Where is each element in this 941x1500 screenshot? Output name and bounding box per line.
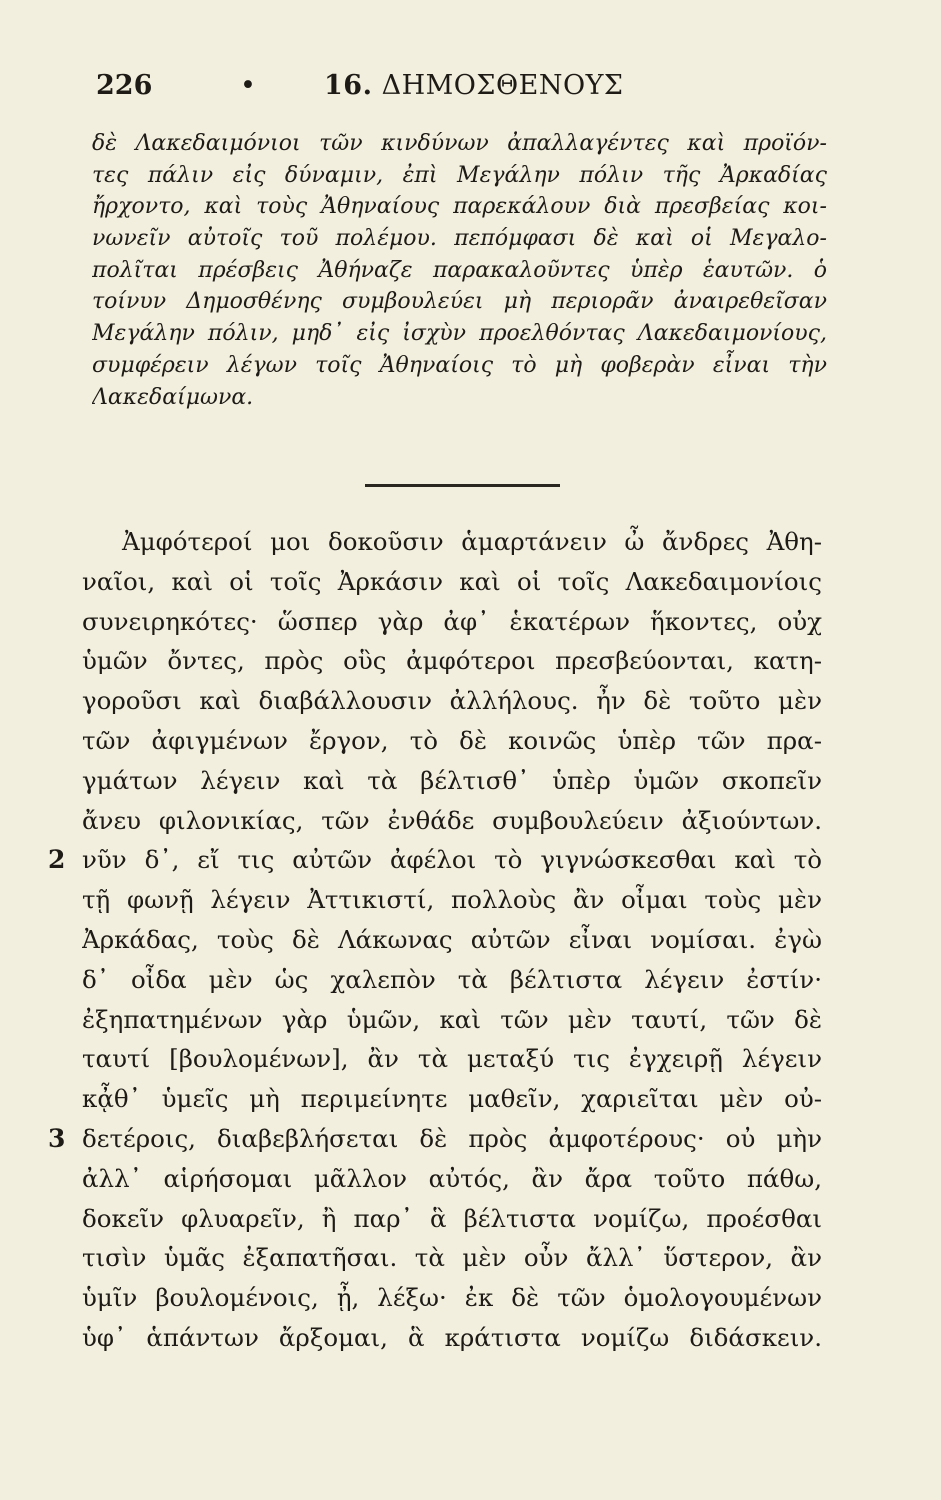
running-title — [324, 64, 624, 108]
speech-line — [82, 920, 822, 960]
speech-line-text: Ἀμφότεροί μοι δοκοῦσιν ἁμαρτάνειν ὦ ἄνδρες Ἀθη- — [122, 527, 822, 556]
intro-line: πολῖται πρέσβεις Ἀθήναζε παρακαλοῦντες ὑπὲρ ἑαυτῶν. ὁ — [92, 257, 827, 283]
speech-line-text: Ἀρκάδας, τοὺς δὲ Λάκωνας αὐτῶν εἶναι νομίσαι. ἐγὼ — [82, 924, 822, 954]
speech-line-text: δ᾽ οἶδα μὲν ὡς χαλεπὸν τὰ βέλτιστα λέγειν ἐστίν· — [82, 964, 822, 994]
intro-line: τοίνυν Δημοσθένης συμβουλεύει μὴ περιορᾶν ἀναιρεθεῖσαν — [92, 289, 827, 315]
speech-line — [82, 1000, 822, 1040]
speech-line — [82, 602, 822, 642]
speech-line — [82, 562, 822, 602]
speech-line — [82, 721, 822, 761]
speech-line — [48, 1119, 822, 1159]
speech-line-text: ὑμῶν ὄντες, πρὸς οὓς ἀμφότεροι πρεσβεύονται, κατη- — [82, 646, 822, 676]
speech-line — [82, 1039, 822, 1079]
page-number: 226 — [96, 70, 153, 101]
speech-line-text: τῇ φωνῇ λέγειν Ἀττικιστί, πολλοὺς ἂν οἶμαι τοὺς μὲν — [82, 885, 822, 915]
speech-line — [82, 641, 822, 681]
intro-summary — [92, 128, 827, 413]
running-header — [88, 64, 848, 108]
intro-line: Μεγάλην πόλιν, μηδ᾽ εἰς ἰσχὺν προελθόντας Λακεδαιμονίους, — [92, 321, 827, 347]
title-name: ΔΗΜΟΣΘΕΝΟΥΣ — [381, 70, 624, 101]
speech-line — [82, 960, 822, 1000]
speech-text — [48, 522, 822, 1358]
speech-line-text: ταυτί [βουλομένων], ἂν τὰ μεταξύ τις ἐγχειρῇ λέγειν — [82, 1044, 822, 1074]
section-number: 3 — [48, 1123, 66, 1153]
speech-line — [82, 1199, 822, 1239]
speech-line-text: ἄνευ φιλονικίας, τῶν ἐνθάδε συμβουλεύειν ἀξιούντων. — [82, 805, 822, 835]
speech-line-text: γμάτων λέγειν καὶ τὰ βέλτισθ᾽ ὑπὲρ ὑμῶν σκοπεῖν — [82, 765, 822, 795]
speech-line-text: συνειρηκότες· ὥσπερ γὰρ ἀφ᾽ ἑκατέρων ἥκοντες, οὐχ — [82, 606, 822, 636]
intro-line: τες πάλιν εἰς δύναμιν, ἐπὶ Μεγάλην πόλιν τῆς Ἀρκαδίας — [92, 162, 827, 188]
intro-line: νωνεῖν αὐτοῖς τοῦ πολέμου. πεπόμφασι δὲ καὶ οἱ Μεγαλο- — [92, 226, 827, 252]
speech-line-text: κᾆθ᾽ ὑμεῖς μὴ περιμείνητε μαθεῖν, χαριεῖται μὲν οὐ- — [82, 1084, 822, 1114]
speech-line-text: ὑφ᾽ ἁπάντων ἄρξομαι, ἃ κράτιστα νομίζω διδάσκειν. — [82, 1322, 822, 1352]
speech-line-text: δετέροις, διαβεβλήσεται δὲ πρὸς ἀμφοτέρους· οὐ μὴν — [82, 1123, 822, 1153]
speech-line — [82, 801, 822, 841]
speech-line — [82, 1318, 822, 1358]
speech-line-text: δοκεῖν φλυαρεῖν, ἢ παρ᾽ ἃ βέλτιστα νομίζω, προέσθαι — [82, 1203, 822, 1233]
speech-line — [82, 1079, 822, 1119]
speech-line — [82, 880, 822, 920]
speech-line — [82, 761, 822, 801]
speech-line — [82, 1238, 822, 1278]
speech-line-text: ἀλλ᾽ αἱρήσομαι μᾶλλον αὐτός, ἂν ἄρα τοῦτο πάθω, — [82, 1163, 822, 1193]
speech-line-text: ἐξηπατημένων γὰρ ὑμῶν, καὶ τῶν μὲν ταυτί, τῶν δὲ — [82, 1004, 822, 1034]
speech-line — [82, 522, 822, 562]
speech-line — [82, 1278, 822, 1318]
header-separator: • — [240, 70, 256, 101]
speech-line-text: ὑμῖν βουλομένοις, ᾖ, λέξω· ἐκ δὲ τῶν ὁμολογουμένων — [82, 1283, 822, 1313]
speech-line — [48, 840, 822, 880]
section-divider — [365, 484, 560, 487]
intro-line: συμφέρειν λέγων τοῖς Ἀθηναίοις τὸ μὴ φοβερὰν εἶναι τὴν — [92, 352, 827, 378]
title-number: 16. — [324, 70, 373, 101]
speech-line-text: ναῖοι, καὶ οἱ τοῖς Ἀρκάσιν καὶ οἱ τοῖς Λακεδαιμονίοις — [82, 566, 822, 596]
speech-line — [82, 681, 822, 721]
intro-line: ἤρχοντο, καὶ τοὺς Ἀθηναίους παρεκάλουν διὰ πρεσβείας κοι- — [92, 194, 827, 220]
speech-line-text: τισὶν ὑμᾶς ἐξαπατῆσαι. τὰ μὲν οὖν ἄλλ᾽ ὕστερον, ἂν — [82, 1243, 822, 1273]
speech-line-text: νῦν δ᾽, εἴ τις αὐτῶν ἀφέλοι τὸ γιγνώσκεσθαι καὶ τὸ — [82, 845, 822, 875]
intro-line: δὲ Λακεδαιμόνιοι τῶν κινδύνων ἀπαλλαγέντες καὶ προϊόν- — [92, 131, 827, 156]
intro-line: Λακεδαίμωνα. — [92, 384, 254, 410]
section-number: 2 — [48, 845, 66, 875]
speech-line-text: γοροῦσι καὶ διαβάλλουσιν ἀλλήλους. ἦν δὲ τοῦτο μὲν — [82, 686, 822, 716]
speech-line-text: τῶν ἀφιγμένων ἔργον, τὸ δὲ κοινῶς ὑπὲρ τῶν πρα- — [82, 725, 822, 755]
speech-line — [82, 1159, 822, 1199]
